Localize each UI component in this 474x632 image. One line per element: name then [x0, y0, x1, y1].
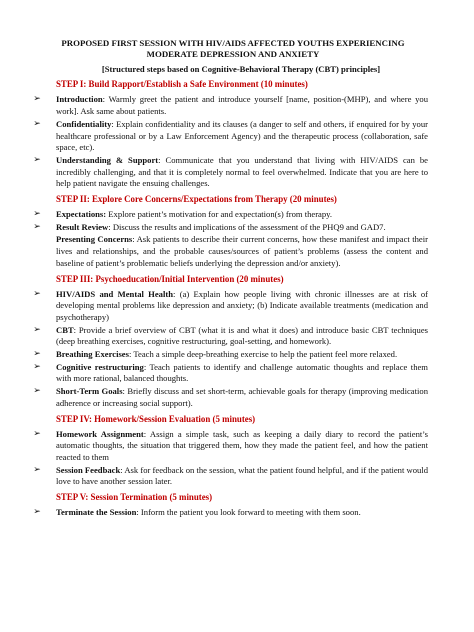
presenting-concerns-paragraph: [30, 234, 428, 269]
arrow-bullet-icon: ➢: [33, 288, 41, 299]
list-item: [30, 94, 428, 117]
item-text: : (a) Explain how people living with chronic illnesses are at risk of developing mental problems like depression and anxiety; (b) Indicate available treatments (medication and psychotherapy): [56, 288, 428, 322]
list-item: [30, 289, 428, 324]
arrow-bullet-icon: ➢: [33, 464, 41, 475]
list-item: [30, 507, 428, 519]
arrow-bullet-icon: ➢: [33, 154, 41, 165]
item-term: Result Review: [56, 221, 109, 232]
arrow-bullet-icon: ➢: [33, 118, 41, 129]
list-item: [30, 362, 428, 385]
list-item: [30, 155, 428, 190]
item-term: Terminate the Session: [56, 507, 137, 518]
list-item: [30, 386, 428, 409]
item-text: : Explain confidentiality and its clauses (a danger to self and others, if enquired for by your healthcare professional or by a Law Enforcement Agency) and the therapeutic process (collaboration, safe space, etc).: [56, 118, 428, 153]
arrow-bullet-icon: ➢: [33, 209, 41, 220]
step-5-heading: STEP V: Session Termination (5 minutes): [56, 492, 213, 503]
item-text: : Ask patients to describe their current concerns, how these manifest and impact their lives and relationships, and the probable causes/sources of patient’s problems (assess the content and baseline of patient’s problematic beliefs underlying the depression and/or anxiety).: [56, 234, 428, 268]
item-term: Understanding & Support: [56, 154, 159, 165]
arrow-bullet-icon: ➢: [33, 386, 41, 397]
arrow-bullet-icon: ➢: [33, 221, 41, 232]
item-text: Explore patient’s motivation for and expectation(s) from therapy.: [106, 209, 333, 220]
item-term: CBT: [56, 324, 74, 335]
item-text: : Briefly discuss and set short-term, achievable goals for therapy (improving medication adherence or increasing social support).: [56, 386, 428, 408]
item-text: : Inform the patient you look forward to meeting with them soon.: [136, 507, 361, 518]
arrow-bullet-icon: ➢: [33, 361, 41, 372]
list-item: [30, 119, 428, 154]
arrow-bullet-icon: ➢: [33, 507, 41, 518]
item-text: : Teach a simple deep-breathing exercise to help the patient feel more relaxed.: [128, 349, 398, 360]
item-text: : Discuss the results and implications of the assessment of the PHQ9 and GAD7.: [108, 221, 386, 232]
item-term: Expectations:: [56, 209, 107, 220]
item-term: Cognitive restructuring: [56, 361, 144, 372]
list-item: [30, 465, 428, 488]
item-term: Breathing Exercises: [56, 349, 129, 360]
step-3-heading: STEP III: Psychoeducation/Initial Intervention (20 minutes): [56, 273, 284, 284]
arrow-bullet-icon: ➢: [33, 94, 41, 105]
item-term: Short-Term Goals: [56, 386, 123, 397]
document-subtitle: [Structured steps based on Cognitive-Behavioral Therapy (CBT) principles]: [101, 64, 381, 75]
document-title: PROPOSED FIRST SESSION WITH HIV/AIDS AFFECTED YOUTHS EXPERIENCING MODERATE DEPRESSION AND ANXIETY: [61, 38, 405, 60]
list-item: [30, 325, 428, 348]
arrow-bullet-icon: ➢: [33, 428, 41, 439]
list-item: [30, 349, 428, 361]
item-term: Homework Assignment: [56, 428, 144, 439]
item-text: : Teach patients to identify and challenge automatic thoughts and replace them with more rational, balanced thoughts.: [56, 361, 428, 384]
list-item: [30, 209, 428, 221]
list-item: [30, 222, 428, 234]
list-item: [30, 429, 428, 464]
item-text: : Ask for feedback on the session, what the patient found helpful, and if the patient would love to have another session later.: [56, 464, 428, 487]
item-term: Presenting Concerns: [56, 234, 133, 245]
item-term: Session Feedback: [56, 464, 121, 475]
step-4-heading: STEP IV: Homework/Session Evaluation (5 minutes): [56, 413, 256, 424]
item-text: : Warmly greet the patient and introduce yourself [name, position-(MHP), and where you work]. Ask same about patients.: [56, 94, 428, 117]
item-term: HIV/AIDS and Mental Health: [56, 288, 174, 299]
step-1-heading: STEP I: Build Rapport/Establish a Safe Environment (10 minutes): [56, 79, 308, 90]
item-text: : Communicate that you understand that living with HIV/AIDS can be incredibly challenging, and that it is completely normal to feel overwhelmed. Indicate that you are here to help patient navigate the ensuing challenges.: [56, 154, 428, 189]
item-text: : Provide a brief overview of CBT (what it is and what it does) and introduce basic CBT techniques (deep breathing exercises, cognitive restructuring, goal-setting, and homework).: [56, 324, 428, 347]
item-term: Confidentiality: [56, 118, 112, 129]
step-2-heading: STEP II: Explore Core Concerns/Expectations from Therapy (20 minutes): [56, 194, 337, 205]
arrow-bullet-icon: ➢: [33, 349, 41, 360]
arrow-bullet-icon: ➢: [33, 324, 41, 335]
item-text: : Assign a simple task, such as keeping a daily diary to record the patient’s automatic thoughts, the situation that triggered them, how they made the patient feel, and how the patient reacted to them: [56, 428, 428, 462]
item-term: Introduction: [56, 94, 103, 105]
